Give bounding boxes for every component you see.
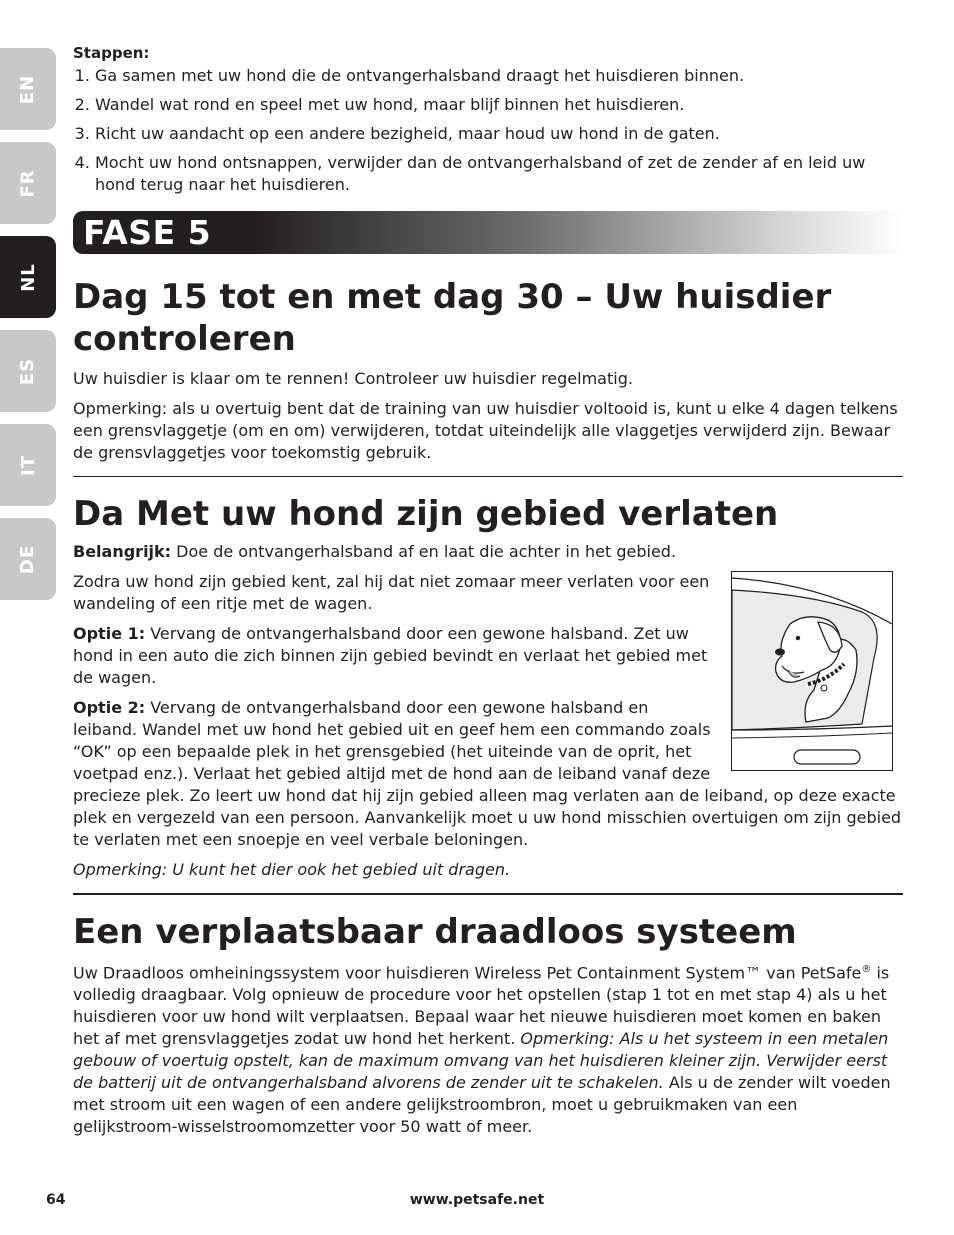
dog-in-car-illustration xyxy=(731,571,893,771)
section-divider xyxy=(73,476,903,477)
phase-note: Opmerking: als u overtuig bent dat de training van uw huisdier voltooid is, kunt u elke 4 dagen telkens een grensvlaggetje (om en om) verwijderen, totdat uiteindelijk alle vlaggetjes verwijderd zijn. Bewaar de grensvlaggetjes voor toekomstig gebruik. xyxy=(73,399,898,462)
leave-section-heading: Da Met uw hond zijn gebied verlaten xyxy=(73,494,779,534)
language-tab-label: NL xyxy=(17,262,39,292)
page-number: 64 xyxy=(46,1192,66,1208)
phase-heading: Dag 15 tot en met dag 30 – Uw huisdier controleren xyxy=(73,277,832,359)
language-tab-de[interactable] xyxy=(0,518,56,600)
language-tab-fr[interactable] xyxy=(0,142,56,224)
portable-italic-note: Opmerking: Als u het systeem in een metalen gebouw of voertuig opstelt, kan de maximum omvang van het huisdieren kleiner zijn. Verwijder eerst de batterij uit de ontvangerhalsband alvorens de zender uit te schakelen. xyxy=(73,1029,889,1093)
leave-note: Opmerking: U kunt het dier ook het gebied uit dragen. xyxy=(73,860,511,879)
section-divider xyxy=(73,893,903,895)
step-item: 3. Richt uw aandacht op een andere bezigheid, maar houd uw hond in de gaten. xyxy=(95,123,903,145)
portable-text-mid: is volledig draagbaar. Volg opnieuw de procedure voor het opstellen (stap 1 tot en met stap 4) als u het huisdieren voor uw hond wilt verplaatsen. Bepaal waar het nieuwe huisdieren moet komen en baken het af met grensvlaggetjes zodat uw hond het herkent. xyxy=(73,963,890,1049)
language-tab-it[interactable] xyxy=(0,424,56,506)
language-tab-es[interactable] xyxy=(0,330,56,412)
language-tab-label: IT xyxy=(17,454,39,476)
option-2-label: Optie 2: xyxy=(73,698,146,717)
page-content xyxy=(73,44,903,1146)
language-tab-label: DE xyxy=(17,544,39,574)
portable-paragraph xyxy=(73,959,903,1138)
phase-label: FASE 5 xyxy=(83,213,212,252)
language-tab-en[interactable] xyxy=(0,48,56,130)
leave-intro-paragraph: Zodra uw hond zijn gebied kent, zal hij dat niet zomaar meer verlaten voor een wandeling of een ritje met de wagen. xyxy=(73,572,710,613)
language-tabs xyxy=(0,48,56,612)
language-tab-label: ES xyxy=(17,357,39,385)
important-paragraph xyxy=(73,541,903,563)
step-item: 2. Wandel wat rond en speel met uw hond, maar blijf binnen het huisdieren. xyxy=(95,94,903,116)
option-1-label: Optie 1: xyxy=(73,624,146,643)
step-item: 4. Mocht uw hond ontsnappen, verwijder dan de ontvangerhalsband of zet de zender af en leid uw hond terug naar het huisdieren. xyxy=(95,152,903,196)
option-2-text: Vervang de ontvangerhalsband door een gewone halsband en leiband. Wandel met uw hond het gebied uit en geef hem een commando zoals “OK” op een bepaalde plek in het grensgebied (het uiteinde van de oprit, het voetpad enz.). Verlaat het gebied altijd met de hond aan de leiband vanaf deze precieze plek. Zo leert uw hond dat hij zijn gebied alleen mag verlaten aan de leiband, op deze exacte plek en vergezeld van een persoon. Aanvankelijk moet u uw hond misschien overtuigen om zijn gebied te verlaten met een snoepje en veel verbale beloningen. xyxy=(73,698,902,849)
portable-section-heading: Een verplaatsbaar draadloos systeem xyxy=(73,912,797,952)
option-1-text: Vervang de ontvangerhalsband door een gewone halsband. Zet uw hond in een auto die zich binnen zijn gebied bevindt en verlaat het gebied met de wagen. xyxy=(73,624,708,687)
registered-mark: ® xyxy=(861,964,872,975)
phase-banner xyxy=(73,211,903,254)
important-label: Belangrijk: xyxy=(73,542,172,561)
language-tab-nl[interactable] xyxy=(0,236,56,318)
portable-text-end: Als u de zender wilt voeden met stroom uit een wagen of een andere gelijkstroombron, moet u gebruikmaken van een gelijkstroom-wisselstroomomzetter voor 50 watt of meer. xyxy=(73,1073,891,1137)
language-tab-label: FR xyxy=(17,168,39,198)
phase-intro: Uw huisdier is klaar om te rennen! Controleer uw huisdier regelmatig. xyxy=(73,369,633,388)
steps-title: Stappen: xyxy=(73,44,150,62)
step-item: 1. Ga samen met uw hond die de ontvangerhalsband draagt het huisdieren binnen. xyxy=(95,65,903,87)
important-text: Doe de ontvangerhalsband af en laat die achter in het gebied. xyxy=(171,542,677,561)
dog-in-car-image xyxy=(732,572,892,770)
language-tab-label: EN xyxy=(17,74,39,104)
website-link[interactable]: www.petsafe.net xyxy=(409,1192,545,1208)
steps-list xyxy=(73,65,903,196)
portable-text-start: Uw Draadloos omheiningssystem voor huisdieren Wireless Pet Containment System™ van PetSafe xyxy=(73,963,862,983)
